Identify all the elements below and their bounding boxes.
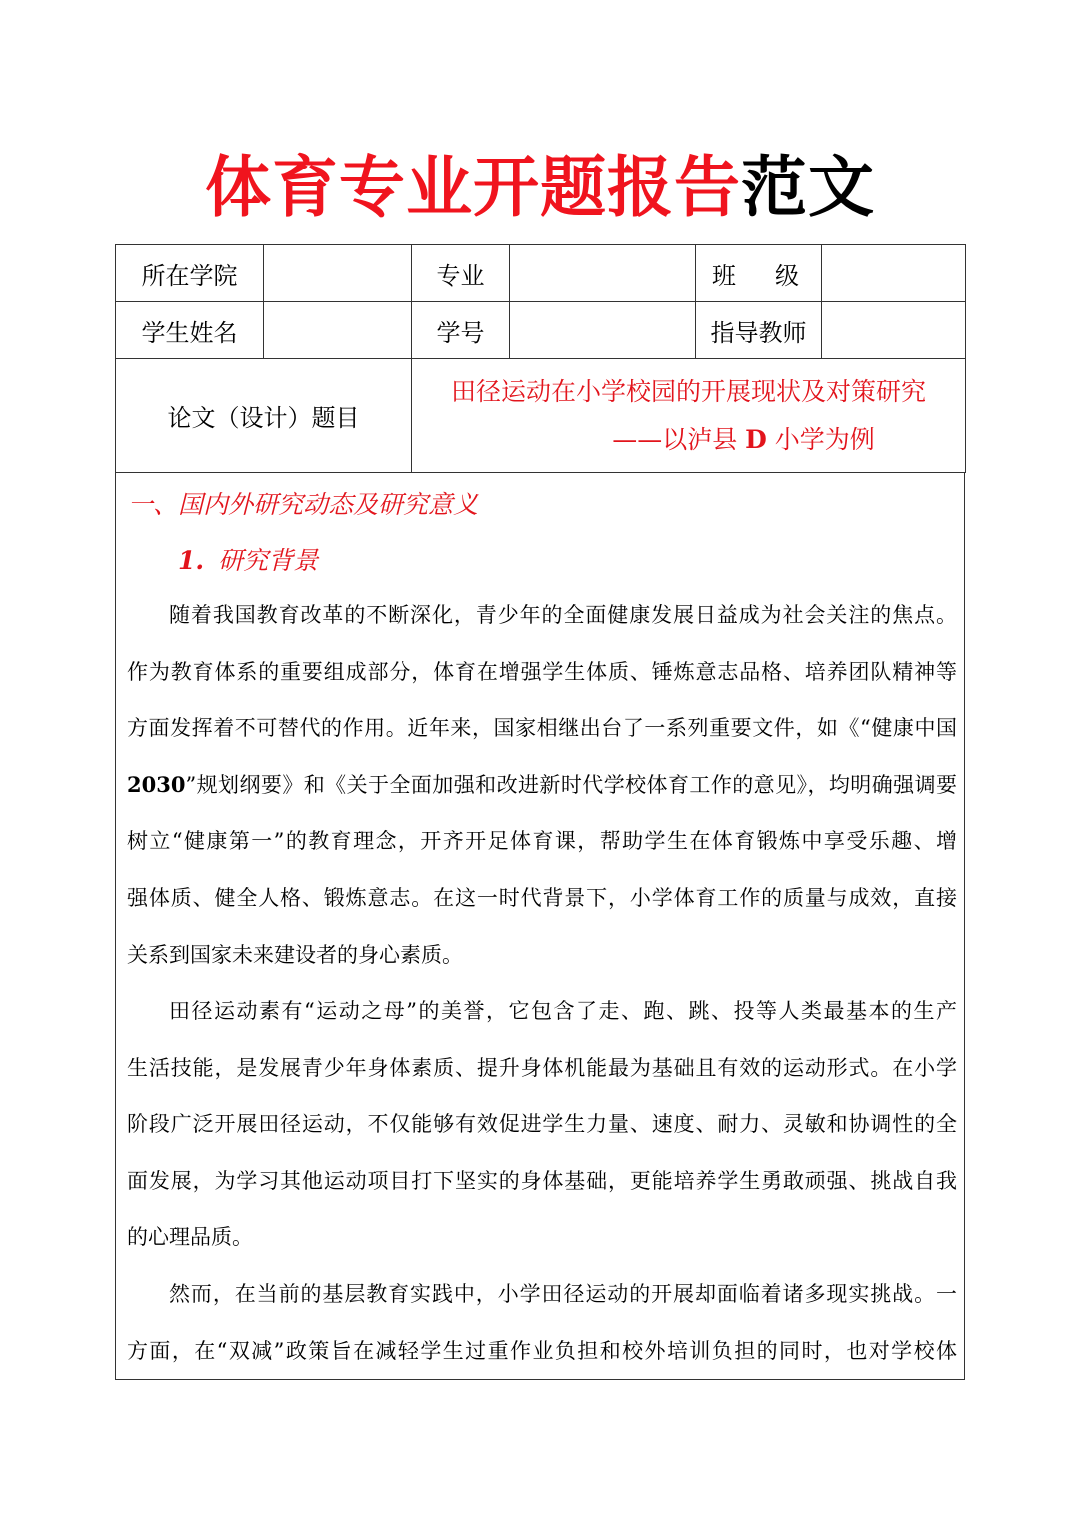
content-box: [115, 473, 965, 1380]
student-id-label: 学号: [412, 302, 510, 359]
subsection-number: 1.: [178, 546, 205, 575]
subsection-text: 研究背景: [218, 546, 319, 575]
paragraph-3: [127, 1266, 957, 1379]
paragraph-2: [127, 983, 957, 1266]
subsection-heading: [178, 541, 318, 577]
section-heading: 一、国内外研究动态及研究意义: [128, 490, 479, 519]
paragraph-line: 阶段广泛开展田径运动，不仅能够有效促进学生力量、速度、耐力、灵敏和协调性的全: [127, 1112, 957, 1137]
paragraph-line: 树立“健康第一”的教育理念，开齐开足体育课，帮助学生在体育锻炼中享受乐趣、增: [127, 829, 957, 854]
college-value[interactable]: [264, 245, 412, 302]
student-name-value[interactable]: [264, 302, 412, 359]
title-black-part: 范文: [741, 149, 875, 226]
paragraph-line: 2030”规划纲要》和《关于全面加强和改进新时代学校体育工作的意见》，均明确强调要: [127, 771, 957, 797]
thesis-subtitle-suffix: 小学为例: [766, 424, 875, 454]
paragraph-line: 生活技能，是发展青少年身体素质、提升身体机能最为基础且有效的运动形式。在小学: [127, 1055, 957, 1080]
advisor-label: 指导教师: [696, 302, 822, 359]
paragraph-line: 方面，在“双减”政策旨在减轻学生过重作业负担和校外培训负担的同时，也对学校体: [127, 1338, 957, 1363]
thesis-title-line1: 田径运动在小学校园的开展现状及对策研究: [450, 376, 926, 406]
student-name-label: 学生姓名: [116, 302, 264, 359]
paragraph-line: 随着我国教育改革的不断深化，青少年的全面健康发展日益成为社会关注的焦点。: [169, 603, 957, 627]
college-label: 所在学院: [116, 245, 264, 302]
major-label: 专业: [412, 245, 510, 302]
class-value[interactable]: [822, 245, 966, 302]
thesis-title-value: [412, 359, 966, 473]
class-label-part1: 班: [712, 261, 736, 290]
paragraph-line: 方面发挥着不可替代的作用。近年来，国家相继出台了一系列重要文件，如《“健康中国: [127, 716, 957, 741]
class-label-part2: 级: [775, 261, 799, 290]
paragraph-line: 强体质、健全人格、锻炼意志。在这一时代背景下，小学体育工作的质量与成效，直接: [127, 885, 957, 910]
thesis-subtitle-bold: D: [745, 424, 767, 454]
info-table: [115, 244, 966, 473]
paragraph-line: 田径运动素有“运动之母”的美誉，它包含了走、跑、跳、投等人类最基本的生产: [169, 999, 957, 1023]
paragraph-1: [127, 587, 957, 983]
page-title: [0, 148, 1080, 228]
paragraph-line: 关系到国家未来建设者的身心素质。: [127, 942, 463, 967]
student-id-value[interactable]: [510, 302, 696, 359]
thesis-title-label: 论文（设计）题目: [116, 359, 412, 473]
year-2030: 2030: [127, 771, 186, 797]
major-value[interactable]: [510, 245, 696, 302]
title-red-part: 体育专业开题报告: [205, 149, 741, 226]
advisor-value[interactable]: [822, 302, 966, 359]
class-label: [696, 245, 822, 302]
paragraph-line: 然而，在当前的基层教育实践中，小学田径运动的开展却面临着诸多现实挑战。一: [169, 1282, 957, 1306]
thesis-subtitle-prefix: ——以泸县: [612, 424, 746, 454]
paragraph-line: 面发展，为学习其他运动项目打下坚实的身体基础，更能培养学生勇敢顽强、挑战自我: [127, 1168, 957, 1193]
thesis-subtitle: [412, 416, 965, 464]
paragraph-line: 作为教育体系的重要组成部分，体育在增强学生体质、锤炼意志品格、培养团队精神等: [127, 659, 957, 684]
paragraph-line: 的心理品质。: [127, 1225, 253, 1250]
